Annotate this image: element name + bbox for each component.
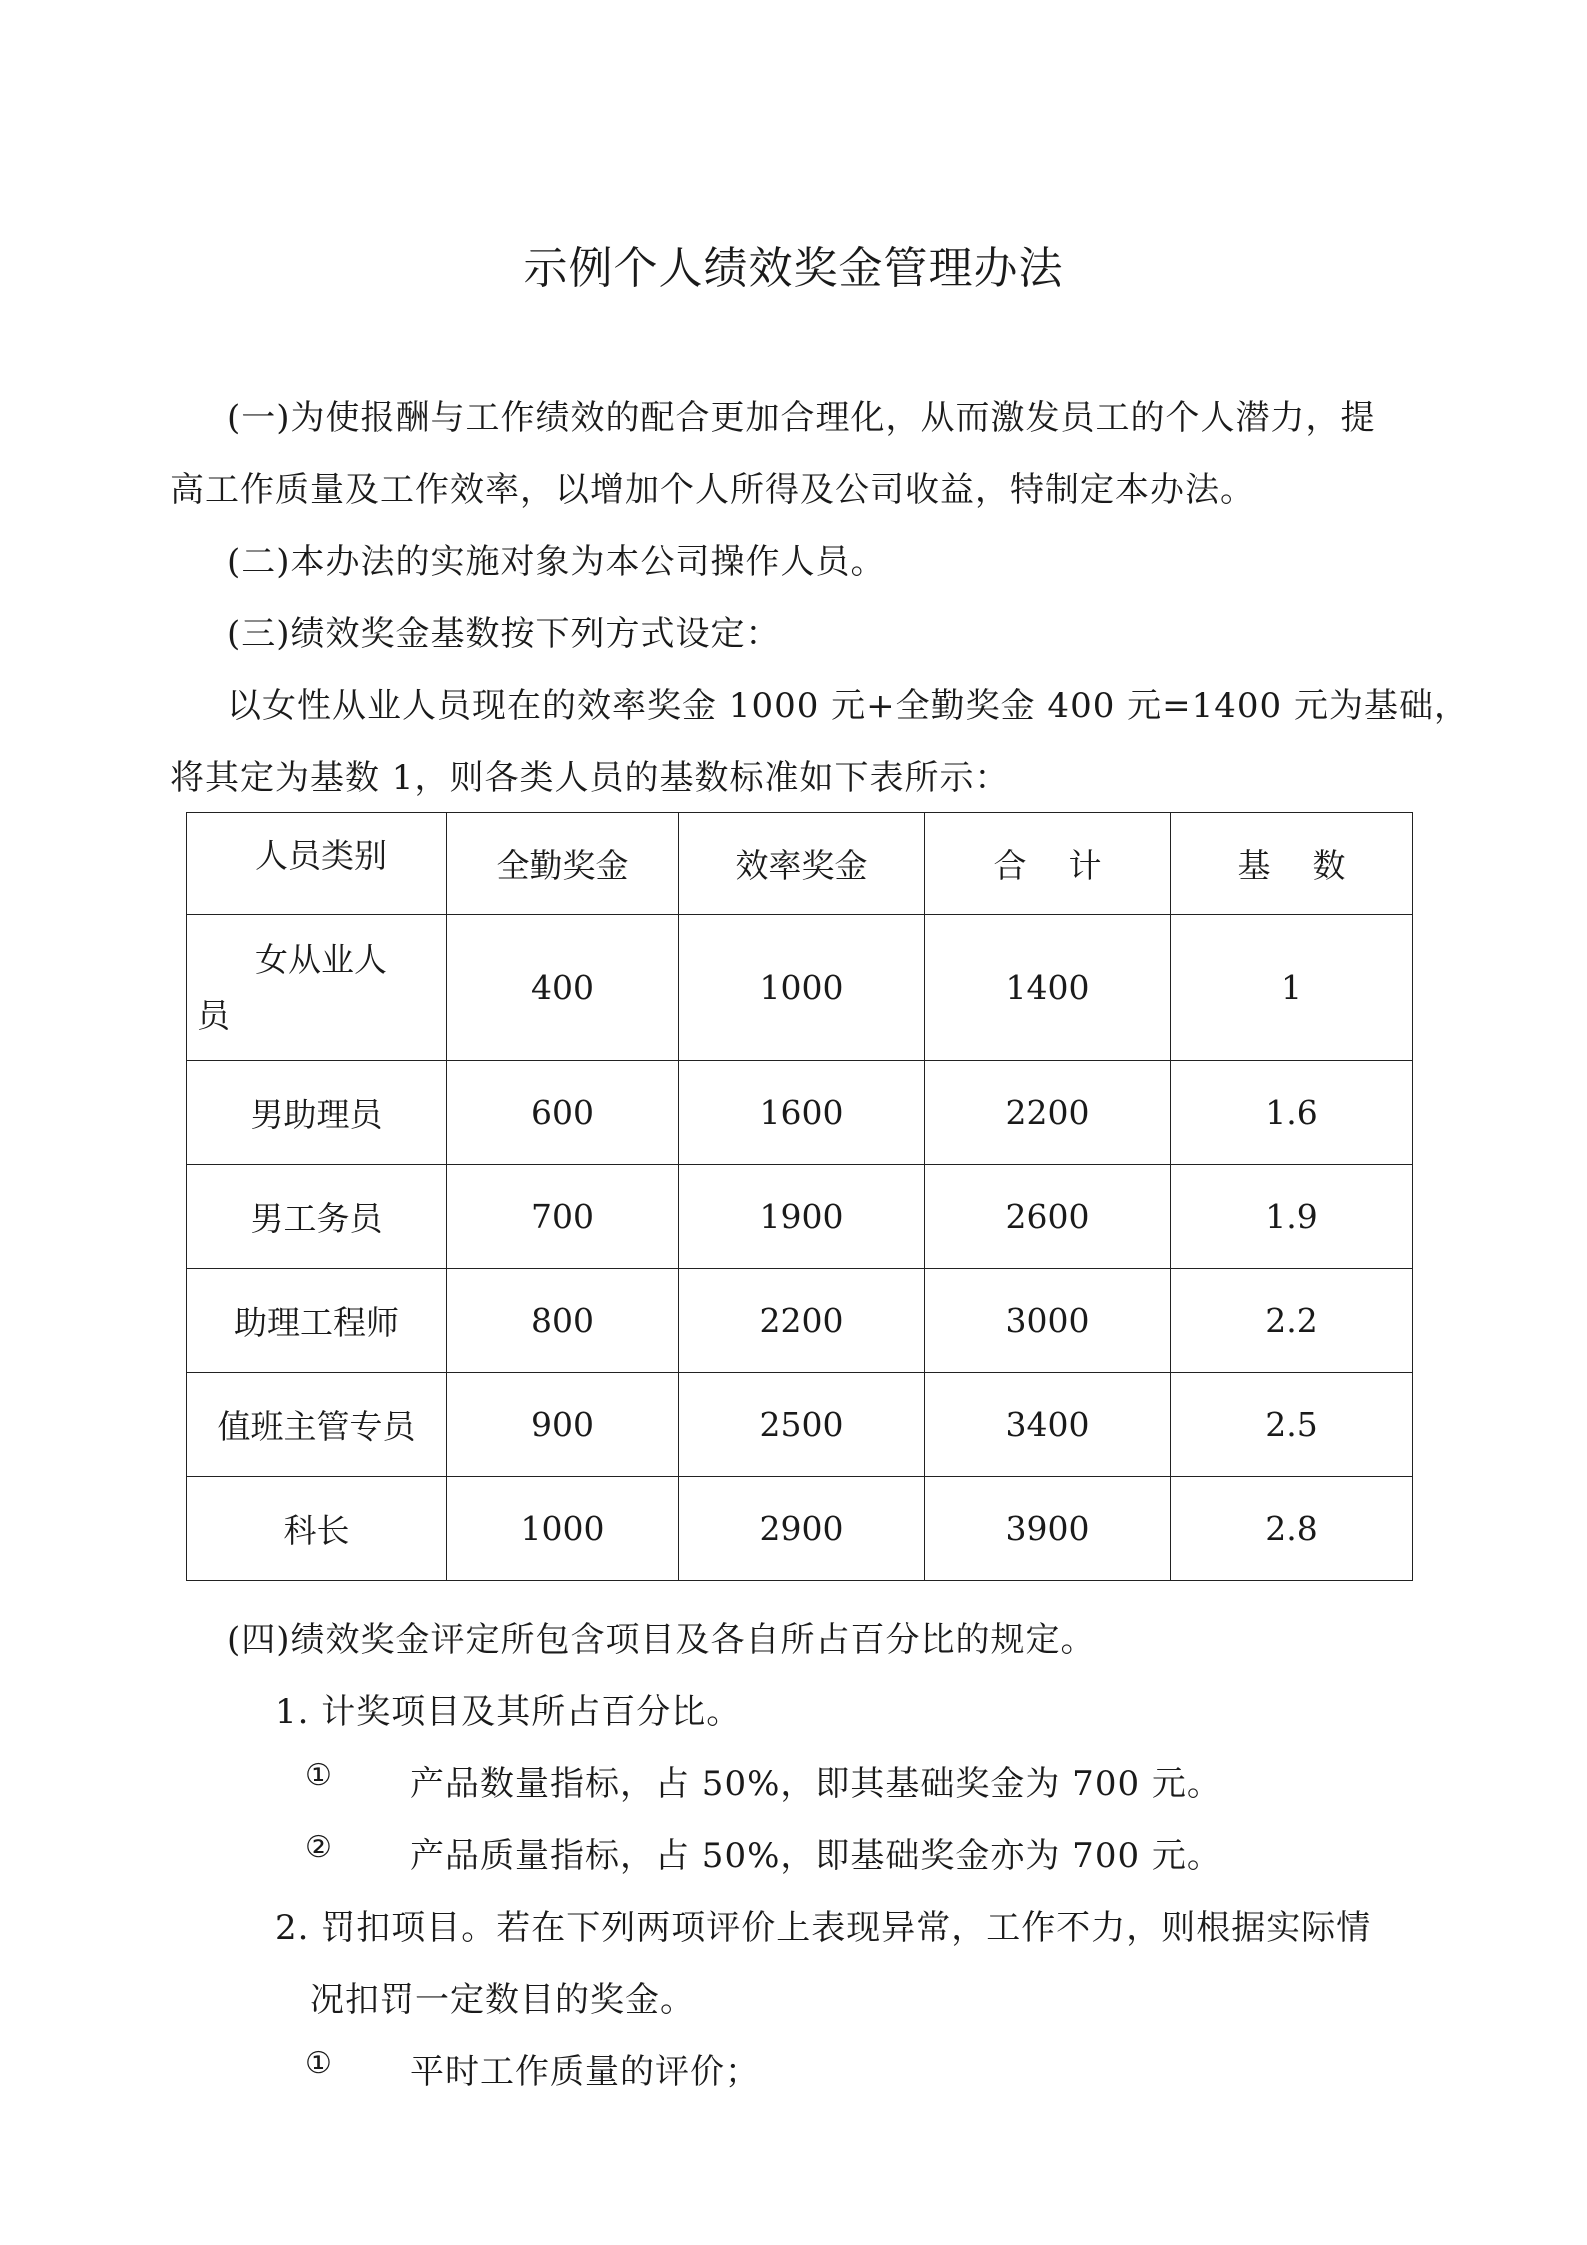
paragraph-1-line-1: (一)为使报酬与工作绩效的配合更加合理化，从而激发员工的个人潜力，提 [227,398,1376,438]
paragraph-2: (二)本办法的实施对象为本公司操作人员。 [227,542,886,582]
table-cell: 400 [447,915,679,1061]
table-cell: 男助理员 [187,1061,447,1165]
table-cell: 1400 [925,915,1171,1061]
header-cell: 人员类别 [187,813,447,915]
table-cell: 1000 [447,1477,679,1581]
paragraph-4-line-1: 以女性从业人员现在的效率奖金 1000 元+全勤奖金 400 元=1400 元为基础， [227,686,1469,726]
table-cell: 900 [447,1373,679,1477]
table-cell: 1 [1171,915,1413,1061]
table-row [187,1373,1413,1477]
document-title: 示例个人绩效奖金管理办法 [523,243,1064,294]
paragraph-4-line-2: 将其定为基数 1，则各类人员的基数标准如下表所示： [170,758,1010,798]
table-cell: 3000 [925,1269,1171,1373]
table-cell: 值班主管专员 [187,1373,447,1477]
header-cell: 全勤奖金 [447,813,679,915]
table-row [187,1061,1413,1165]
table-cell: 2.5 [1171,1373,1413,1477]
circled-number-1b: ① [305,2046,332,2081]
table-row [187,915,1413,1061]
table-cell: 女从业人员 [187,915,447,1061]
table-cell: 1.6 [1171,1061,1413,1165]
section-1-item-1: 产品数量指标，占 50%，即其基础奖金为 700 元。 [410,1764,1222,1804]
table-cell: 2500 [679,1373,925,1477]
table-cell: 3900 [925,1477,1171,1581]
table-row [187,1165,1413,1269]
table-cell: 2200 [925,1061,1171,1165]
circled-number-2: ② [305,1830,332,1865]
header-cell: 合 计 [925,813,1171,915]
section-2-line-1: 2. 罚扣项目。若在下列两项评价上表现异常，工作不力，则根据实际情 [275,1908,1372,1948]
paragraph-3: (三)绩效奖金基数按下列方式设定： [227,614,781,654]
table-cell: 800 [447,1269,679,1373]
circled-number-1: ① [305,1758,332,1793]
table-cell: 1000 [679,915,925,1061]
section-2-line-2: 况扣罚一定数目的奖金。 [310,1980,695,2020]
table-cell: 男工务员 [187,1165,447,1269]
table-cell: 科长 [187,1477,447,1581]
bonus-base-table [186,812,1413,1581]
table-cell: 1600 [679,1061,925,1165]
table-header-row [187,813,1413,915]
section-1-item-2: 产品质量指标，占 50%，即基础奖金亦为 700 元。 [410,1836,1222,1876]
table-cell: 2.2 [1171,1269,1413,1373]
table-cell: 1.9 [1171,1165,1413,1269]
header-cell: 效率奖金 [679,813,925,915]
table-cell: 600 [447,1061,679,1165]
table-cell: 700 [447,1165,679,1269]
paragraph-1-line-2: 高工作质量及工作效率，以增加个人所得及公司收益，特制定本办法。 [170,470,1255,510]
table-cell: 2900 [679,1477,925,1581]
table-row [187,1477,1413,1581]
header-cell: 基 数 [1171,813,1413,915]
table-cell: 1900 [679,1165,925,1269]
section-1-heading: 1. 计奖项目及其所占百分比。 [275,1692,742,1732]
section-2-item-1: 平时工作质量的评价； [410,2052,760,2092]
table-cell: 2200 [679,1269,925,1373]
paragraph-5: (四)绩效奖金评定所包含项目及各自所占百分比的规定。 [227,1620,1096,1660]
table-cell: 2.8 [1171,1477,1413,1581]
table-row [187,1269,1413,1373]
table-cell: 3400 [925,1373,1171,1477]
table-cell: 2600 [925,1165,1171,1269]
table-cell: 助理工程师 [187,1269,447,1373]
